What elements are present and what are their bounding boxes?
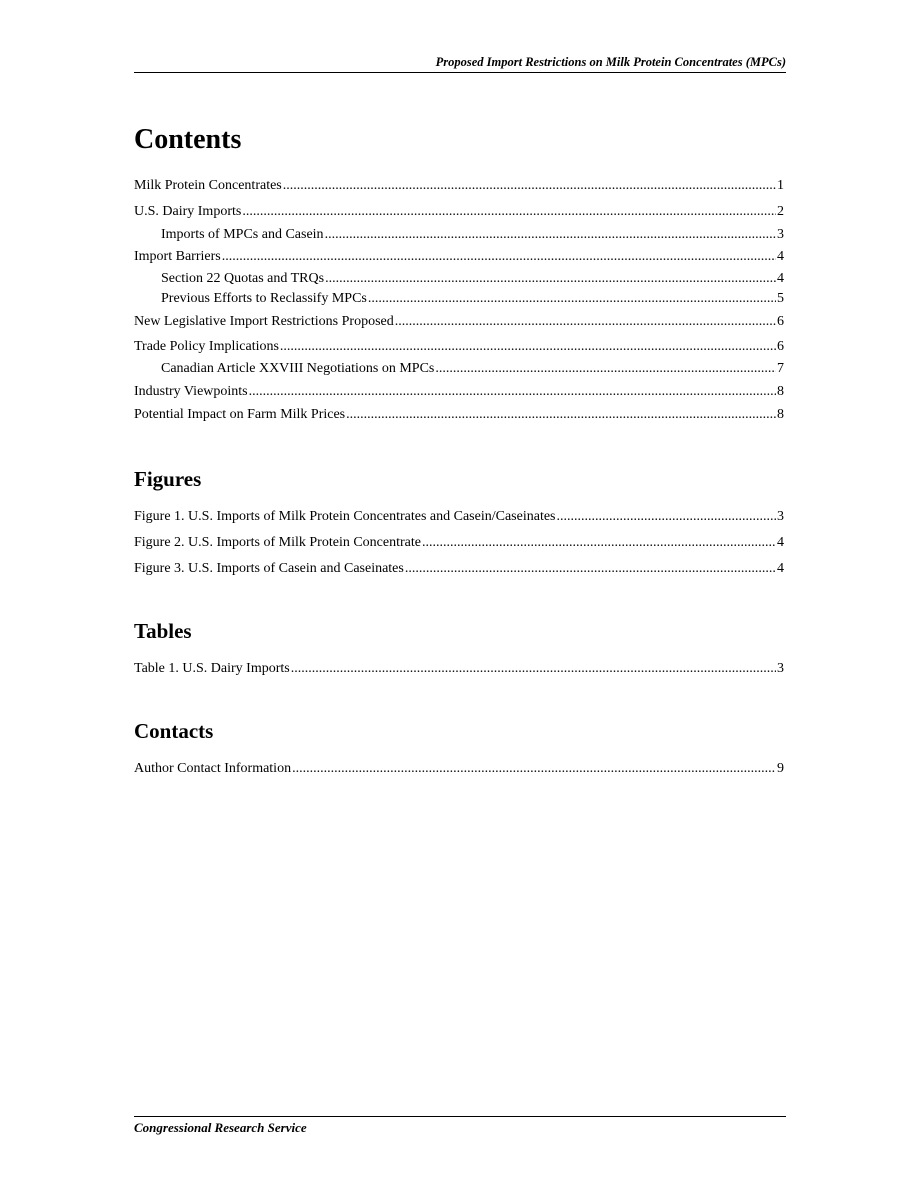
toc-entry[interactable] bbox=[134, 382, 784, 405]
dot-leader bbox=[242, 202, 776, 222]
toc-entry[interactable] bbox=[134, 247, 784, 269]
dot-leader bbox=[368, 289, 776, 309]
toc-entry-page: 7 bbox=[777, 361, 784, 376]
dot-leader bbox=[249, 382, 776, 402]
toc-entry[interactable] bbox=[134, 176, 784, 202]
toc-entry-page: 3 bbox=[777, 661, 784, 676]
dot-leader bbox=[435, 359, 776, 379]
toc-entry-label: Import Barriers bbox=[134, 248, 221, 264]
toc-entry[interactable] bbox=[134, 659, 784, 685]
toc-entry-page: 4 bbox=[777, 535, 784, 550]
toc-entry[interactable] bbox=[134, 202, 784, 225]
toc-entry-label: Canadian Article XXVIII Negotiations on MPCs bbox=[161, 361, 435, 376]
figures-list bbox=[134, 507, 784, 585]
contacts-list bbox=[134, 759, 784, 785]
toc-entry-page: 9 bbox=[777, 761, 784, 776]
toc-entry-label: U.S. Dairy Imports bbox=[134, 203, 242, 219]
toc-entry-page: 6 bbox=[777, 338, 784, 354]
toc-entry[interactable] bbox=[134, 359, 784, 382]
contents-list bbox=[134, 176, 784, 428]
toc-entry-page: 3 bbox=[777, 226, 784, 242]
toc-entry-page: 5 bbox=[777, 291, 784, 306]
figures-title: Figures bbox=[134, 467, 202, 491]
toc-entry-label: Author Contact Information bbox=[134, 761, 292, 776]
toc-entry[interactable] bbox=[134, 559, 784, 585]
contents-title: Contents bbox=[134, 124, 242, 155]
toc-entry[interactable] bbox=[134, 269, 784, 290]
toc-entry[interactable] bbox=[134, 289, 784, 312]
toc-entry-label: Industry Viewpoints bbox=[134, 383, 248, 399]
toc-entry[interactable] bbox=[134, 405, 784, 428]
toc-entry[interactable] bbox=[134, 225, 784, 247]
dot-leader bbox=[222, 247, 776, 267]
running-footer: Congressional Research Service bbox=[134, 1120, 307, 1135]
tables-list bbox=[134, 659, 784, 685]
toc-entry-label: Figure 3. U.S. Imports of Casein and Caseinates bbox=[134, 561, 404, 576]
toc-entry-label: Table 1. U.S. Dairy Imports bbox=[134, 661, 290, 676]
dot-leader bbox=[325, 269, 776, 289]
footer-rule bbox=[134, 1116, 786, 1117]
contacts-title: Contacts bbox=[134, 719, 214, 743]
toc-entry-label: Section 22 Quotas and TRQs bbox=[161, 270, 325, 286]
toc-entry-page: 4 bbox=[777, 248, 784, 264]
dot-leader bbox=[346, 405, 776, 425]
toc-entry-page: 8 bbox=[777, 383, 784, 399]
toc-entry-page: 8 bbox=[777, 406, 784, 422]
dot-leader bbox=[291, 659, 776, 679]
toc-entry-label: Previous Efforts to Reclassify MPCs bbox=[161, 291, 367, 306]
dot-leader bbox=[557, 507, 777, 527]
toc-entry-page: 4 bbox=[777, 561, 784, 576]
tables-title: Tables bbox=[134, 619, 192, 643]
toc-entry-label: Figure 2. U.S. Imports of Milk Protein Concentrate bbox=[134, 535, 421, 550]
toc-entry-page: 2 bbox=[777, 203, 784, 219]
toc-entry-page: 1 bbox=[777, 178, 784, 193]
header-rule bbox=[134, 72, 786, 73]
toc-entry-label: Trade Policy Implications bbox=[134, 338, 279, 354]
toc-entry-label: Milk Protein Concentrates bbox=[134, 178, 282, 193]
dot-leader bbox=[280, 337, 776, 357]
toc-entry-page: 3 bbox=[777, 509, 784, 524]
toc-entry-label: Imports of MPCs and Casein bbox=[161, 226, 324, 242]
toc-entry-label: New Legislative Import Restrictions Proposed bbox=[134, 314, 394, 329]
toc-entry-page: 6 bbox=[777, 314, 784, 329]
dot-leader bbox=[422, 533, 776, 553]
dot-leader bbox=[405, 559, 776, 579]
dot-leader bbox=[325, 225, 776, 245]
toc-entry[interactable] bbox=[134, 337, 784, 360]
toc-entry[interactable] bbox=[134, 759, 784, 785]
dot-leader bbox=[292, 759, 776, 779]
running-header: Proposed Import Restrictions on Milk Protein Concentrates (MPCs) bbox=[435, 55, 786, 69]
toc-entry[interactable] bbox=[134, 507, 784, 533]
toc-entry[interactable] bbox=[134, 312, 784, 337]
toc-entry-page: 4 bbox=[777, 270, 784, 286]
dot-leader bbox=[283, 176, 776, 196]
toc-entry[interactable] bbox=[134, 533, 784, 559]
dot-leader bbox=[395, 312, 776, 332]
toc-entry-label: Potential Impact on Farm Milk Prices bbox=[134, 406, 346, 422]
toc-entry-label: Figure 1. U.S. Imports of Milk Protein Concentrates and Casein/Caseinates bbox=[134, 509, 556, 524]
